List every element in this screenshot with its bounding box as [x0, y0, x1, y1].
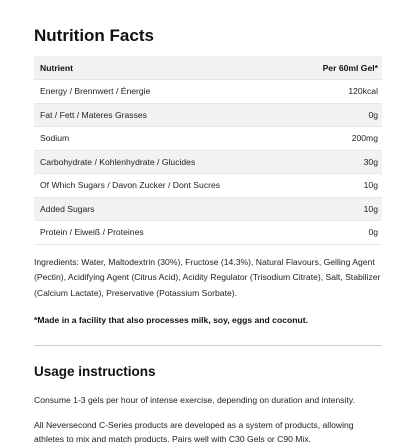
section-divider	[34, 345, 382, 346]
usage-text-1: Consume 1-3 gels per hour of intense exercise, depending on duration and intensity.	[34, 395, 355, 405]
nutrition-facts-title: Nutrition Facts	[34, 26, 154, 45]
nutrient-label: Sodium	[34, 127, 293, 151]
table-row	[34, 197, 382, 221]
nutrient-value: 200mg	[293, 127, 382, 151]
table-row	[34, 127, 382, 151]
nutrient-label: Carbohydrate / Kohlenhydrate / Glucides	[34, 150, 293, 174]
per-serving-column-header: Per 60ml Gel*	[293, 56, 382, 80]
nutrient-label: Energy / Brennwert / Énergie	[34, 80, 293, 104]
nutrient-value: 30g	[293, 150, 382, 174]
table-row	[34, 103, 382, 127]
nutrient-label: Of Which Sugars / Davon Zucker / Dont Sucres	[34, 174, 293, 198]
table-row	[34, 80, 382, 104]
nutrient-column-header: Nutrient	[34, 56, 293, 80]
ingredients-text: Ingredients: Water, Maltodextrin (30%), Fructose (14.3%), Natural Flavours, Gelling Agent (Pectin), Acidifying Agent (Citrus Acid), Acidity Regulator (Trisodium Citrate), Salt, Stabilizer (Calcium Lactate), Preservative (Potassium Sorbate).	[34, 256, 381, 298]
nutrient-value: 10g	[293, 174, 382, 198]
nutrient-value: 0g	[293, 221, 382, 245]
facility-note: *Made in a facility that also processes milk, soy, eggs and coconut.	[34, 315, 308, 325]
usage-instructions-title: Usage instructions	[34, 364, 156, 379]
usage-text-2: All Neversecond C-Series products are developed as a system of products, allowing athletes to mix and match products. Pairs well with C30 Gels or C90 Mix.	[34, 419, 354, 444]
table-row	[34, 174, 382, 198]
nutrient-label: Fat / Fett / Materes Grasses	[34, 103, 293, 127]
table-row	[34, 150, 382, 174]
nutrient-value: 120kcal	[293, 80, 382, 104]
table-row	[34, 221, 382, 245]
nutrient-label: Added Sugars	[34, 197, 293, 221]
nutrition-table	[34, 56, 382, 245]
nutrient-value: 0g	[293, 103, 382, 127]
nutrient-value: 10g	[293, 197, 382, 221]
nutrient-label: Protein / Eiweiß / Proteines	[34, 221, 293, 245]
nutrition-table-header	[34, 56, 382, 80]
